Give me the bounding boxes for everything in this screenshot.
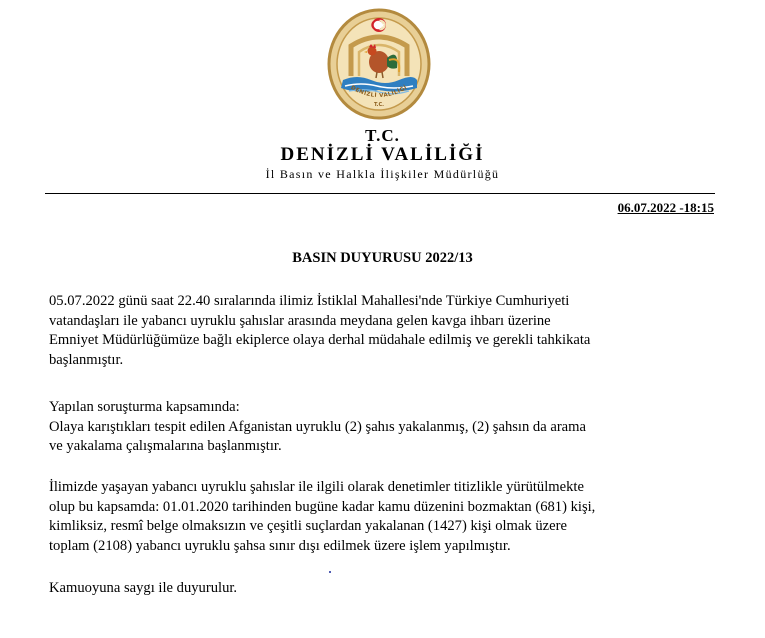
stray-dot: [329, 571, 331, 573]
paragraph-line: Emniyet Müdürlüğümüze bağlı ekiplerce olaya derhal müdahale edilmiş ve gerekli tahkikata: [49, 332, 591, 348]
paragraph-line: Yapılan soruşturma kapsamında:: [49, 399, 240, 415]
paragraph-line: vatandaşları ile yabancı uyruklu şahıslar arasında meydana gelen kavga ihbarı üzerine: [49, 312, 551, 329]
svg-text:DENİZLİ VALİLİĞİ: DENİZLİ VALİLİĞİ: [349, 84, 409, 100]
paragraph-incident: [49, 292, 716, 370]
paragraph-line: Olaya karıştıkları tespit edilen Afganistan uyruklu (2) şahıs yakalanmış, (2) şahsın da arama: [49, 418, 586, 435]
header-divider: [45, 193, 715, 194]
paragraph-line: Kamuoyuna saygı ile duyurulur.: [49, 580, 238, 596]
paragraph-line: ve yakalama çalışmalarına başlanmıştır.: [49, 438, 282, 454]
paragraph-line: başlanmıştır.: [49, 351, 124, 368]
paragraph-line: İlimizde yaşayan yabancı uyruklu şahıslar ile ilgili olarak denetimler titizlikle yürütülmekte: [49, 479, 584, 495]
paragraph-investigation: [49, 398, 716, 457]
paragraph-closing: [49, 579, 716, 599]
denizli-seal-icon: [327, 8, 431, 120]
paragraph-line: olup bu kapsamda: 01.01.2020 tarihinden bugüne kadar kamu düzenini bozmaktan (681) kişi,: [49, 498, 596, 515]
document-title: BASIN DUYURUSU 2022/13: [292, 250, 473, 266]
paragraph-statistics: [49, 478, 716, 556]
svg-text:T.C.: T.C.: [373, 102, 385, 108]
paragraph-line: toplam (2108) yabancı uyruklu şahsa sınır dışı edilmek üzere işlem yapılmıştır.: [49, 537, 511, 554]
org-name: DENİZLİ VALİLİĞİ: [280, 144, 485, 165]
paragraph-line: 05.07.2022 günü saat 22.40 sıralarında ilimiz İstiklal Mahallesi'nde Türkiye Cumhuriyeti: [49, 293, 570, 309]
org-department: İl Basın ve Halkla İlişkiler Müdürlüğü: [265, 167, 500, 181]
paragraph-line: kimliksiz, resmî belge olmaksızın ve çeşitli suçlardan yakalanan (1427) kişi olmak üzere: [49, 518, 567, 534]
org-abbreviation: T.C.: [365, 126, 400, 145]
document-date: 06.07.2022 -18:15: [617, 200, 714, 215]
